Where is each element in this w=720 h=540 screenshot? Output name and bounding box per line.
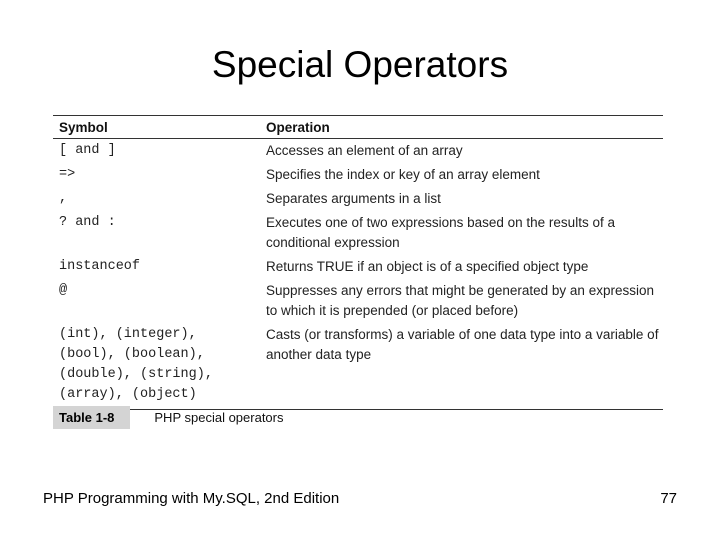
- operation-cell: Casts (or transforms) a variable of one data type into a variable of another data type: [260, 323, 663, 410]
- symbol-cell: (int), (integer), (bool), (boolean), (double), (string), (array), (object): [53, 323, 260, 410]
- table-caption-text: PHP special operators: [154, 409, 284, 425]
- table-row: [53, 139, 663, 164]
- table-row: [53, 211, 663, 255]
- operators-table: [53, 115, 663, 410]
- table-row: [53, 323, 663, 410]
- operators-table-container: [53, 115, 663, 410]
- header-operation: Operation: [260, 116, 663, 139]
- operation-cell: Returns TRUE if an object is of a specified object type: [266, 259, 589, 274]
- operation-cell: Suppresses any errors that might be generated by an expression to which it is prepended (or placed before): [266, 283, 654, 318]
- table-row: [53, 255, 663, 279]
- symbol-cell: ? and :: [59, 215, 116, 230]
- table-header-row: [53, 116, 663, 139]
- slide-title: Special Operators: [211, 44, 509, 85]
- table-row: [53, 187, 663, 211]
- header-symbol: Symbol: [53, 116, 260, 139]
- symbol-cell: =>: [59, 167, 76, 182]
- page-number: 77: [660, 490, 677, 507]
- table-row: [53, 163, 663, 187]
- symbol-cell: [ and ]: [59, 143, 116, 158]
- table-row: [53, 279, 663, 323]
- symbol-cell: @: [59, 283, 68, 298]
- table-caption-label: Table 1-8: [53, 406, 130, 429]
- table-caption: [53, 404, 284, 430]
- operation-cell: Executes one of two expressions based on the results of a conditional expression: [266, 215, 615, 250]
- symbol-cell: ,: [59, 191, 68, 206]
- operation-cell: Separates arguments in a list: [266, 191, 441, 206]
- operation-cell: Specifies the index or key of an array element: [266, 167, 540, 182]
- footer-text: PHP Programming with My.SQL, 2nd Edition: [43, 490, 340, 507]
- symbol-cell: instanceof: [59, 259, 141, 274]
- operation-cell: Accesses an element of an array: [266, 143, 463, 158]
